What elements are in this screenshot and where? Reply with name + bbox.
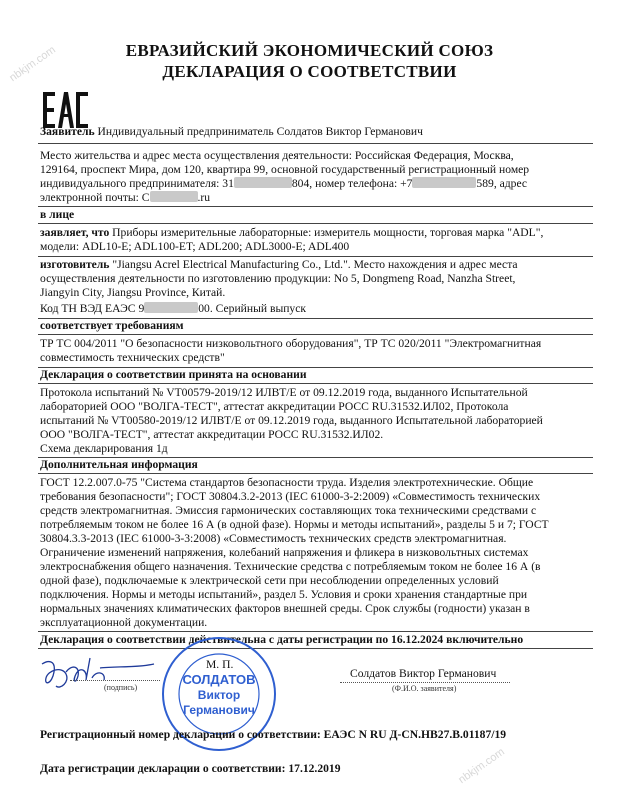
manufacturer-address-l3: Jiangyin City, Jiangsu Province, Китай. bbox=[40, 286, 226, 299]
signature-caption: (подпись) bbox=[104, 683, 138, 692]
applicant-label: Заявитель bbox=[40, 125, 95, 138]
additional-line: электроснабжения общего назначения. Технические средства с потребляемым током не более 16 А (в bbox=[40, 560, 541, 573]
declaration-scheme: Схема декларирования 1д bbox=[40, 442, 168, 455]
redacted-block bbox=[144, 302, 198, 313]
applicant-name: Индивидуальный предприниматель Солдатов Виктор Германович bbox=[94, 125, 423, 138]
handwritten-signature bbox=[36, 650, 156, 700]
additional-line: средств электромагнитная. Эмиссия гармонических составляющих тока техническими средствами с bbox=[40, 504, 537, 517]
divider bbox=[38, 206, 593, 207]
watermark: nbkjm.com bbox=[456, 745, 507, 787]
applicant-address-l1: Место жительства и адрес места осуществления деятельности: Российская Федерация, Москва, bbox=[40, 149, 514, 162]
requirements-label: соответствует требованиям bbox=[40, 319, 184, 332]
registration-date: 17.12.2019 bbox=[288, 762, 341, 775]
phone-label: 804, номер телефона: +7 bbox=[291, 177, 413, 190]
registration-number: ЕАЭС N RU Д-CN.НВ27.В.01187/19 bbox=[323, 728, 507, 741]
seal-place-label: М. П. bbox=[206, 658, 234, 671]
name-caption: (Ф.И.О. заявителя) bbox=[392, 684, 457, 693]
requirements-text-l1: ТР ТС 004/2011 "О безопасности низковольтного оборудования", ТР ТС 020/2011 "Электромагнитная bbox=[40, 337, 542, 350]
serial-output: 00. Серийный выпуск bbox=[198, 302, 307, 315]
registration-number-line bbox=[40, 728, 506, 742]
basis-text-l1: Протокола испытаний № VT00579-2019/12 ИЛВТ/Е от 09.12.2019 года, выданного Испытательной bbox=[40, 386, 528, 399]
declares-label: заявляет, что bbox=[40, 226, 110, 239]
in-person-label: в лице bbox=[40, 208, 75, 221]
basis-label: Декларация о соответствии принята на основании bbox=[40, 368, 307, 381]
additional-line: требования безопасности"; ГОСТ 30804.3.2-2013 (IEC 61000-3-2:2009) «Совместимость технических bbox=[40, 490, 541, 503]
applicant-line bbox=[40, 125, 423, 139]
additional-line: эксплуатационной документации. bbox=[40, 616, 208, 629]
redacted-block bbox=[234, 177, 292, 188]
divider bbox=[38, 648, 593, 649]
registration-number-label: Регистрационный номер декларации о соответствии: bbox=[40, 728, 321, 741]
signature-line bbox=[70, 680, 160, 681]
redacted-block bbox=[150, 191, 198, 202]
additional-line: Ограничение изменений напряжения, колебаний напряжения и фликера в низковольтных системах bbox=[40, 546, 529, 559]
basis-text-l2: лабораторией ООО "ВОЛГА-ТЕСТ", аттестат аккредитации РОСС RU.31532.ИЛ02, Протокола bbox=[40, 400, 509, 413]
manufacturer-line1 bbox=[40, 258, 518, 272]
requirements-text-l2: совместимость технических средств" bbox=[40, 351, 225, 364]
additional-line: ГОСТ 12.2.007.0-75 "Система стандартов безопасности труда. Изделия электротехнические. Общие bbox=[40, 476, 534, 489]
additional-line: одной фазе), подключаемые к электрической сети при несоблюдении определенных условий bbox=[40, 574, 499, 587]
email-prefix: 589, адрес bbox=[476, 177, 528, 190]
stamp-surname: СОЛДАТОВ bbox=[182, 672, 256, 687]
divider bbox=[38, 383, 593, 384]
declares-line1 bbox=[40, 226, 543, 240]
basis-text-l3: испытаний № VT00580-2019/12 ИЛВТ/Е от 09.12.2019 года, выданного Испытательной лабораторией bbox=[40, 414, 543, 427]
additional-line: 30804.3.3-2013 (IEC 61000-3-3:2008) «Совместимость технических средств электромагнитная. bbox=[40, 532, 507, 545]
additional-label: Дополнительная информация bbox=[40, 458, 198, 471]
divider bbox=[38, 256, 593, 257]
hs-code-line bbox=[40, 302, 306, 316]
manufacturer-label: изготовитель bbox=[40, 258, 110, 271]
validity-statement: Декларация о соответствии действительна с даты регистрации по 16.12.2024 включительно bbox=[40, 633, 524, 646]
title-declaration: ДЕКЛАРАЦИЯ О СООТВЕТСТВИИ bbox=[162, 62, 457, 81]
manufacturer-address-l2: осуществления деятельности по изготовлению продукции: No 5, Dongmeng Road, Nanzha Street, bbox=[40, 272, 516, 285]
declares-models: модели: ADL10-E; ADL100-ET; ADL200; ADL3000-E; ADL400 bbox=[40, 240, 350, 253]
email-label: электронной почты: C bbox=[40, 191, 150, 204]
registration-date-line bbox=[40, 762, 341, 776]
divider bbox=[38, 473, 593, 474]
name-line bbox=[340, 682, 510, 683]
additional-line: потребляемым током не более 16 А (в одной фазе). Нормы и методы испытаний», разделы 5 и 7; ГОСТ bbox=[40, 518, 549, 531]
divider bbox=[38, 143, 593, 144]
additional-line: подключения. Нормы и методы испытаний», раздел 5. Условия и сроки хранения стандартные при bbox=[40, 588, 528, 601]
applicant-address-l4 bbox=[40, 191, 210, 205]
hs-code-label: Код ТН ВЭД ЕАЭС 9 bbox=[40, 302, 145, 315]
divider bbox=[38, 223, 593, 224]
applicant-address-l2: 129164, проспект Мира, дом 120, квартира 99, основной государственный регистрационный номер bbox=[40, 163, 530, 176]
eac-logo bbox=[42, 90, 90, 130]
manufacturer-name: "Jiangsu Acrel Electrical Manufacturing Co., Ltd.". Место нахождения и адрес места bbox=[109, 258, 518, 271]
title-union: ЕВРАЗИЙСКИЙ ЭКОНОМИЧЕСКИЙ СОЮЗ bbox=[125, 41, 494, 60]
divider bbox=[38, 334, 593, 335]
additional-line: нормальных значениях климатических факторов внешней среды. Срок службы (годности) указан в bbox=[40, 602, 530, 615]
basis-text-l4: ООО "ВОЛГА-ТЕСТ", аттестат аккредитации РОСС RU.31532.ИЛ02. bbox=[40, 428, 384, 441]
stamp-first-name: Виктор bbox=[197, 688, 241, 702]
ogrnip-label: индивидуального предпринимателя: 31 bbox=[40, 177, 234, 190]
stamp-patronymic: Германович bbox=[183, 703, 255, 717]
divider bbox=[38, 631, 593, 632]
applicant-address-l3 bbox=[40, 177, 527, 191]
redacted-block bbox=[412, 177, 476, 188]
watermark: nbkjm.com bbox=[7, 43, 58, 85]
registration-date-label: Дата регистрации декларации о соответствии: bbox=[40, 762, 286, 775]
email-suffix: .ru bbox=[197, 191, 211, 204]
product-description: Приборы измерительные лабораторные: измеритель мощности, торговая марка "ADL", bbox=[109, 226, 544, 239]
applicant-signatory-name: Солдатов Виктор Германович bbox=[350, 667, 497, 680]
